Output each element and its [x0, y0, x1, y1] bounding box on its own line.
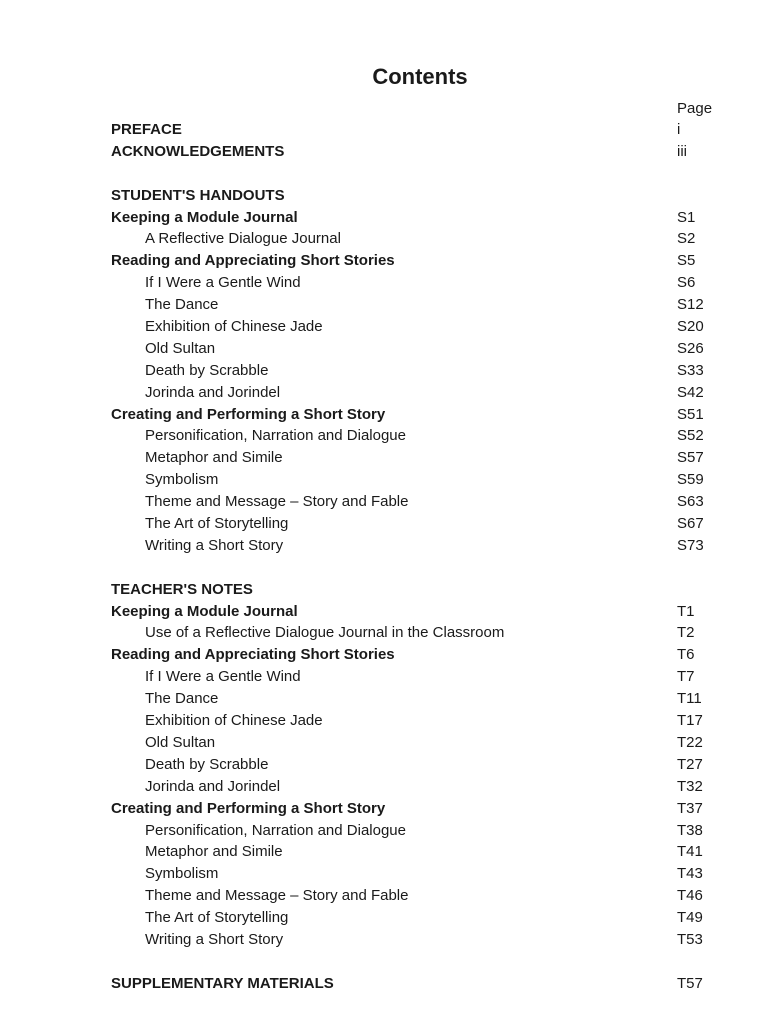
toc-entry-page-number: S52 [677, 427, 704, 445]
toc-entry-title: Personification, Narration and Dialogue [145, 821, 406, 839]
toc-entry-title: Death by Scrabble [145, 755, 269, 773]
toc-entry-title: STUDENT'S HANDOUTS [111, 186, 285, 204]
toc-entry-page-number: T1 [677, 602, 695, 620]
toc-entry [0, 710, 768, 732]
toc-entry-title: Metaphor and Simile [145, 843, 283, 861]
toc-entry-page-number: T2 [677, 624, 695, 642]
toc-entry [0, 907, 768, 929]
toc-entry [0, 754, 768, 776]
toc-entry-title: Symbolism [145, 865, 219, 883]
toc-entry [0, 119, 768, 141]
toc-entry [0, 316, 768, 338]
toc-entry [0, 338, 768, 360]
toc-entry-page-number: T27 [677, 755, 703, 773]
toc-entry [0, 250, 768, 272]
toc-entry-title: Metaphor and Simile [145, 449, 283, 467]
toc-entry-page-number: T7 [677, 668, 695, 686]
toc-entry-title: Old Sultan [145, 733, 216, 751]
toc-entry-page-number: S12 [677, 296, 704, 314]
toc-entry-page-number: T57 [677, 974, 703, 992]
toc-entry-title: Use of a Reflective Dialogue Journal in the Classroom [145, 624, 505, 642]
toc-entry-title: A Reflective Dialogue Journal [145, 230, 341, 248]
toc-entry-title: Writing a Short Story [145, 536, 284, 554]
toc-entry [0, 382, 768, 404]
toc-spacer [0, 557, 768, 579]
toc-entry-page-number: S26 [677, 339, 704, 357]
toc-entry-title: If I Were a Gentle Wind [145, 668, 301, 686]
toc-entry-title: Creating and Performing a Short Story [111, 799, 386, 817]
toc-entry [0, 622, 768, 644]
toc-entry-page-number: T41 [677, 843, 703, 861]
toc-entry-title: Old Sultan [145, 339, 216, 357]
toc-entry [0, 425, 768, 447]
toc-entry-page-number: T17 [677, 712, 703, 730]
toc-entry [0, 491, 768, 513]
toc-entry-title: Personification, Narration and Dialogue [145, 427, 406, 445]
toc-entry-page-number: S59 [677, 471, 704, 489]
toc-entry-title: Creating and Performing a Short Story [111, 405, 386, 423]
page-column-header: Page [677, 100, 713, 117]
toc-entry-title: Reading and Appreciating Short Stories [111, 646, 395, 664]
toc-entry-title: Jorinda and Jorindel [145, 777, 281, 795]
toc-entry [0, 469, 768, 491]
toc-entry-page-number: S6 [677, 274, 696, 292]
toc-entry-page-number: T53 [677, 930, 703, 948]
toc-entry-page-number: S2 [677, 230, 696, 248]
toc-entry-page-number: iii [677, 142, 687, 160]
toc-entry [0, 776, 768, 798]
toc-entry-title: Theme and Message – Story and Fable [145, 887, 409, 905]
toc-entry-title: TEACHER'S NOTES [111, 580, 253, 598]
toc-entry [0, 820, 768, 842]
toc-entry-title: Writing a Short Story [145, 930, 284, 948]
toc-entry-page-number: T38 [677, 821, 703, 839]
toc-entry [0, 644, 768, 666]
toc-entry [0, 294, 768, 316]
toc-entry [0, 688, 768, 710]
toc-entry [0, 513, 768, 535]
toc-entry [0, 732, 768, 754]
toc-entry [0, 404, 768, 426]
toc-entry-title: The Dance [145, 690, 219, 708]
toc-entry [0, 228, 768, 250]
toc-entry-page-number: S57 [677, 449, 704, 467]
toc-entry [0, 798, 768, 820]
toc-entry-page-number: S73 [677, 536, 704, 554]
toc-entry-page-number: S51 [677, 405, 704, 423]
toc-entry [0, 185, 768, 207]
toc-entry-page-number: S67 [677, 515, 704, 533]
page-title: Contents [372, 64, 468, 89]
toc-entry [0, 535, 768, 557]
toc-entry [0, 666, 768, 688]
toc-entry [0, 885, 768, 907]
toc-entry-title: Theme and Message – Story and Fable [145, 493, 409, 511]
toc-entry-page-number: S5 [677, 252, 696, 270]
toc-spacer [0, 951, 768, 973]
toc-entry-page-number: S20 [677, 318, 704, 336]
toc-spacer [0, 163, 768, 185]
toc-entry [0, 841, 768, 863]
toc-entry-page-number: i [677, 121, 681, 138]
toc-entry-title: Reading and Appreciating Short Stories [111, 252, 395, 270]
toc-entry [0, 973, 768, 995]
toc-entry-page-number: S33 [677, 361, 704, 379]
toc-entry-title: The Art of Storytelling [145, 515, 289, 533]
toc-entry-page-number: T49 [677, 909, 703, 927]
toc-entry [0, 207, 768, 229]
toc-entry-title: PREFACE [111, 121, 182, 138]
toc-entry-title: Exhibition of Chinese Jade [145, 318, 323, 336]
toc-entry-page-number: T6 [677, 646, 695, 664]
toc-entry [0, 360, 768, 382]
toc-entry-title: ACKNOWLEDGEMENTS [111, 142, 285, 160]
toc-entry-page-number: T46 [677, 887, 703, 905]
toc-entry [0, 272, 768, 294]
toc-entry [0, 601, 768, 623]
toc-entry [0, 863, 768, 885]
toc-entry-page-number: T37 [677, 799, 703, 817]
toc-entry [0, 141, 768, 163]
table-of-contents [0, 119, 768, 995]
toc-entry [0, 929, 768, 951]
toc-entry-title: Jorinda and Jorindel [145, 383, 281, 401]
toc-entry-title: Keeping a Module Journal [111, 602, 298, 620]
toc-entry-title: If I Were a Gentle Wind [145, 274, 301, 292]
toc-entry-page-number: S1 [677, 208, 696, 226]
toc-entry-page-number: S63 [677, 493, 704, 511]
toc-entry-title: SUPPLEMENTARY MATERIALS [111, 974, 334, 992]
toc-entry [0, 447, 768, 469]
toc-entry-title: Exhibition of Chinese Jade [145, 712, 323, 730]
toc-entry-page-number: S42 [677, 383, 704, 401]
toc-entry-title: Symbolism [145, 471, 219, 489]
toc-entry [0, 579, 768, 601]
toc-entry-title: The Dance [145, 296, 219, 314]
toc-entry-title: Keeping a Module Journal [111, 208, 298, 226]
toc-entry-page-number: T22 [677, 733, 703, 751]
toc-entry-page-number: T43 [677, 865, 703, 883]
toc-entry-page-number: T11 [677, 690, 702, 708]
toc-entry-title: Death by Scrabble [145, 361, 269, 379]
toc-entry-title: The Art of Storytelling [145, 909, 289, 927]
toc-entry-page-number: T32 [677, 777, 703, 795]
